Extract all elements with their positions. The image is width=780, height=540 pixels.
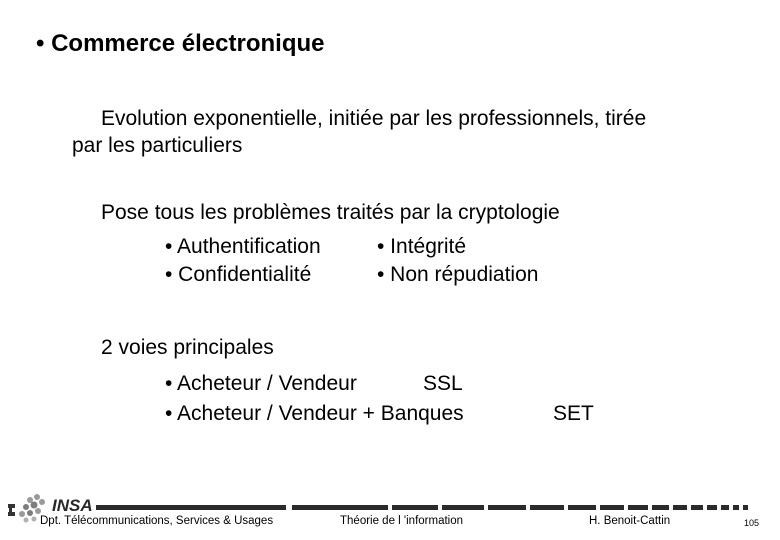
protocol-set: SET: [553, 402, 594, 425]
point-2-text: Pose tous les problèmes traités par la cryptologie: [101, 201, 560, 224]
item-integrite: • Intégrité: [377, 235, 467, 258]
point-1-line-2: par les particuliers: [72, 134, 243, 157]
point-3-text: 2 voies principales: [101, 336, 274, 359]
footer-department: Dpt. Télécommunications, Services & Usages: [40, 515, 274, 527]
footer-author: H. Benoit-Cattin: [589, 515, 671, 527]
item-non-repudiation: • Non répudiation: [377, 263, 539, 286]
route-2-label: • Acheteur / Vendeur + Banques: [165, 402, 464, 425]
footer-rule: [96, 504, 760, 512]
page-number: 105: [744, 518, 760, 528]
item-authentification: • Authentification: [165, 235, 321, 258]
route-1-label: • Acheteur / Vendeur: [165, 372, 357, 395]
item-confidentialite: • Confidentialité: [165, 263, 312, 286]
footer-course: Théorie de l 'information: [340, 515, 464, 527]
protocol-ssl: SSL: [423, 372, 463, 395]
slide-title: • Commerce électronique: [36, 30, 325, 57]
point-1-line-1: Evolution exponentielle, initiée par les professionnels, tirée: [101, 107, 647, 130]
insa-logo-text: INSA: [52, 496, 93, 515]
